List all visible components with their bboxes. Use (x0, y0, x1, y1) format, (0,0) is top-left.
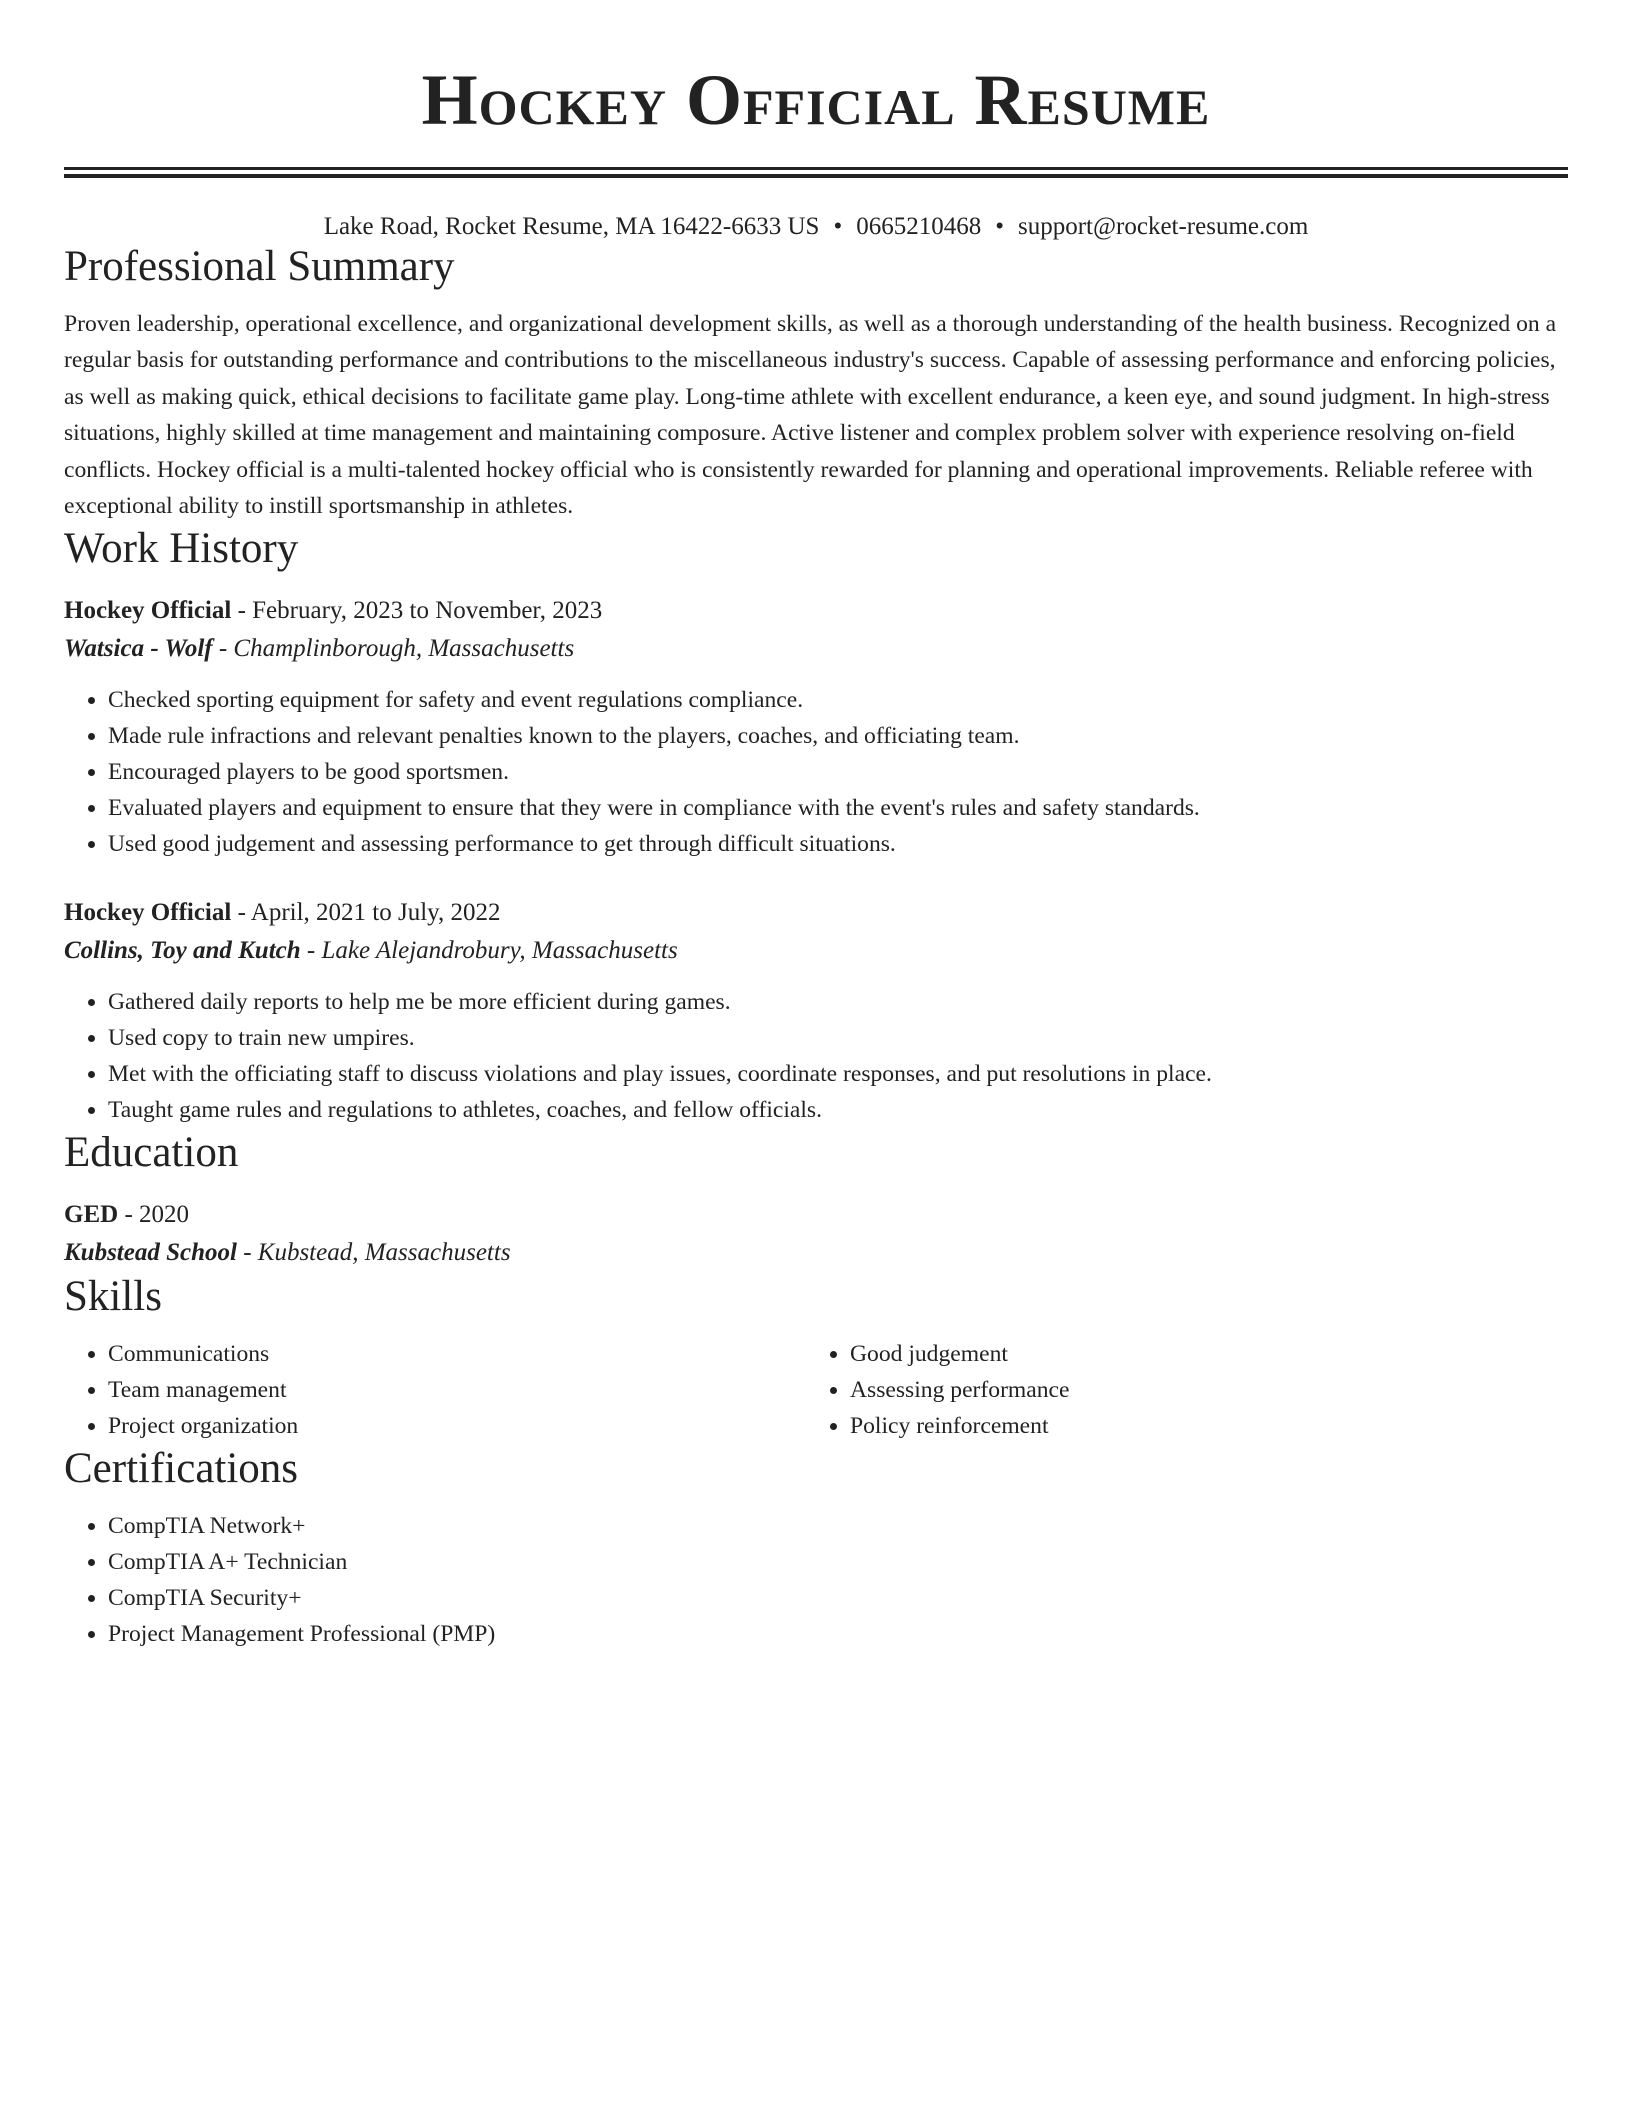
education-header (64, 1196, 1568, 1234)
skill-item: • Project organization (108, 1408, 806, 1444)
contact-address: Lake Road, Rocket Resume, MA 16422-6633 US (323, 213, 820, 240)
job-company-line (64, 932, 1568, 970)
job-company-line (64, 630, 1568, 668)
contact-separator: • (995, 213, 1004, 240)
job-duty: • Taught game rules and regulations to athletes, coaches, and fellow officials. (108, 1092, 1568, 1128)
skill-item: • Assessing performance (850, 1372, 1548, 1408)
certification-item: • CompTIA Network+ (108, 1508, 1568, 1544)
skill-item: • Team management (108, 1372, 806, 1408)
job-entry (64, 592, 1568, 862)
summary-heading: Professional Summary (64, 243, 455, 290)
job-duty: • Used good judgement and assessing performance to get through difficult situations. (108, 826, 1568, 862)
job-role: Hockey Official (64, 899, 232, 927)
job-duties-list (64, 682, 1568, 862)
job-duty: • Gathered daily reports to help me be more efficient during games. (108, 984, 1568, 1020)
job-role: Hockey Official (64, 597, 232, 625)
certification-item: • CompTIA A+ Technician (108, 1544, 1568, 1580)
job-entry (64, 894, 1568, 1128)
resume-title: Hockey Official Resume (421, 60, 1211, 140)
job-header (64, 894, 1568, 932)
skills-heading: Skills (64, 1273, 162, 1321)
contact-email: support@rocket-resume.com (1018, 213, 1309, 240)
title-divider (64, 167, 1568, 178)
contact-separator: • (833, 213, 843, 240)
skills-list-left (64, 1336, 806, 1444)
certifications-list (64, 1508, 1568, 1652)
education-heading: Education (64, 1129, 239, 1177)
certification-item: • CompTIA Security+ (108, 1580, 1568, 1616)
job-dates: - February, 2023 to November, 2023 (231, 597, 603, 625)
job-company: Watsica - Wolf (64, 635, 213, 663)
summary-text: Proven leadership, operational excellence, and organizational development skills, as well as a thorough understanding of the health business. Recognized on a regular basis for outstanding performance and contributions to the miscellaneous industry's success. Capable of assessing performance and enforcing policies, as well as making quick, ethical decisions to facilitate game play. Long-time athlete with excellent endurance, a keen eye, and sound judgment. In high-stress situations, highly skilled at time management and maintaining composure. Active listener and complex problem solver with experience resolving on-field conflicts. Hockey official is a multi-talented hockey official who is consistently rewarded for planning and operational improvements. Reliable referee with exceptional ability to instill sportsmanship in athletes. (64, 311, 1557, 520)
contact-line (64, 212, 1568, 242)
contact-phone: 0665210468 (856, 213, 982, 240)
education-location: - Kubstead, Massachusetts (236, 1239, 511, 1267)
job-duty: • Checked sporting equipment for safety and event regulations compliance. (108, 682, 1568, 718)
job-company: Collins, Toy and Kutch (64, 937, 301, 965)
education-degree: GED (64, 1201, 119, 1229)
job-duty: • Evaluated players and equipment to ensure that they were in compliance with the event's rules and safety standards. (108, 790, 1568, 826)
job-duty: • Made rule infractions and relevant penalties known to the players, coaches, and officiating team. (108, 718, 1568, 754)
skill-item: • Policy reinforcement (850, 1408, 1548, 1444)
education-school-line (64, 1234, 1568, 1272)
skill-item: • Communications (108, 1336, 806, 1372)
skills-list-right (806, 1336, 1548, 1444)
job-duty: • Used copy to train new umpires. (108, 1020, 1568, 1056)
skill-item: • Good judgement (850, 1336, 1548, 1372)
job-location: - Lake Alejandrobury, Massachusetts (300, 937, 678, 965)
job-duty: • Met with the officiating staff to discuss violations and play issues, coordinate responses, and put resolutions in place. (108, 1056, 1568, 1092)
job-header (64, 592, 1568, 630)
skills-grid (64, 1336, 1568, 1444)
job-location: - Champlinborough, Massachusetts (212, 635, 575, 663)
certifications-heading: Certifications (64, 1445, 299, 1493)
education-year: - 2020 (118, 1201, 190, 1229)
job-duties-list (64, 984, 1568, 1128)
certification-item: • Project Management Professional (PMP) (108, 1616, 1568, 1652)
job-duty: • Encouraged players to be good sportsmen. (108, 754, 1568, 790)
education-school: Kubstead School (64, 1239, 237, 1267)
work-history-heading: Work History (64, 525, 299, 573)
job-dates: - April, 2021 to July, 2022 (231, 899, 501, 927)
